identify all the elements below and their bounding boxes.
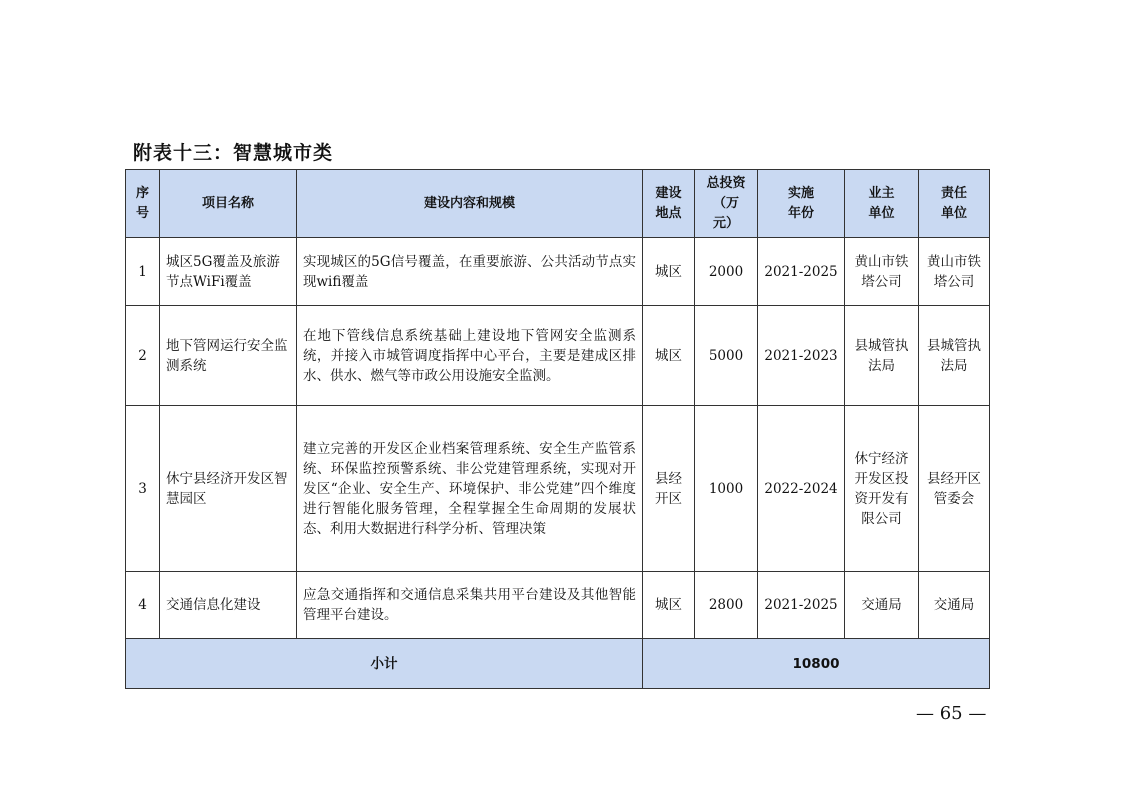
row-responsible: 县经开区管委会	[919, 406, 990, 572]
row-content: 在地下管线信息系统基础上建设地下管网安全监测系统，并接入市城管调度指挥中心平台，主要是建成区排水、供水、燃气等市政公用设施安全监测。	[297, 306, 643, 406]
header-years: 实施 年份	[758, 170, 845, 238]
page-title: 附表十三：智慧城市类	[133, 142, 334, 164]
project-table	[125, 169, 990, 689]
row-location: 城区	[643, 572, 695, 639]
row-seq: 4	[126, 572, 160, 639]
row-investment: 5000	[695, 306, 758, 406]
row-years: 2021-2025	[758, 572, 845, 639]
header-location: 建设 地点	[643, 170, 695, 238]
row-owner: 黄山市铁塔公司	[845, 238, 919, 306]
table-row	[126, 306, 990, 406]
header-content: 建设内容和规模	[297, 170, 643, 238]
total-value: 10800	[643, 639, 990, 689]
header-row	[126, 170, 990, 238]
row-years: 2021-2023	[758, 306, 845, 406]
table-row	[126, 406, 990, 572]
row-responsible: 黄山市铁塔公司	[919, 238, 990, 306]
row-name: 休宁县经济开发区智慧园区	[160, 406, 297, 572]
row-investment: 2000	[695, 238, 758, 306]
row-responsible: 交通局	[919, 572, 990, 639]
row-investment: 2800	[695, 572, 758, 639]
header-name: 项目名称	[160, 170, 297, 238]
row-owner: 休宁经济开发区投资开发有限公司	[845, 406, 919, 572]
row-owner: 县城管执法局	[845, 306, 919, 406]
row-name: 城区5G覆盖及旅游节点WiFi覆盖	[160, 238, 297, 306]
row-years: 2022-2024	[758, 406, 845, 572]
row-seq: 2	[126, 306, 160, 406]
row-years: 2021-2025	[758, 238, 845, 306]
page-number: — 65 —	[916, 703, 987, 724]
row-investment: 1000	[695, 406, 758, 572]
row-content: 建立完善的开发区企业档案管理系统、安全生产监管系统、环保监控预警系统、非公党建管理系统，实现对开发区“企业、安全生产、环境保护、非公党建”四个维度进行智能化服务管理，全程掌握全生命周期的发展状态、利用大数据进行科学分析、管理决策	[297, 406, 643, 572]
row-seq: 3	[126, 406, 160, 572]
row-content: 应急交通指挥和交通信息采集共用平台建设及其他智能管理平台建设。	[297, 572, 643, 639]
header-responsible: 责任 单位	[919, 170, 990, 238]
total-row	[126, 639, 990, 689]
header-investment: 总投资 （万 元）	[695, 170, 758, 238]
table-row	[126, 572, 990, 639]
row-seq: 1	[126, 238, 160, 306]
total-label: 小计	[126, 639, 643, 689]
row-location: 城区	[643, 306, 695, 406]
row-responsible: 县城管执法局	[919, 306, 990, 406]
row-location: 县经开区	[643, 406, 695, 572]
header-seq: 序 号	[126, 170, 160, 238]
row-owner: 交通局	[845, 572, 919, 639]
row-name: 地下管网运行安全监测系统	[160, 306, 297, 406]
row-content: 实现城区的5G信号覆盖，在重要旅游、公共活动节点实现wifi覆盖	[297, 238, 643, 306]
row-location: 城区	[643, 238, 695, 306]
header-owner: 业主 单位	[845, 170, 919, 238]
table-row	[126, 238, 990, 306]
row-name: 交通信息化建设	[160, 572, 297, 639]
